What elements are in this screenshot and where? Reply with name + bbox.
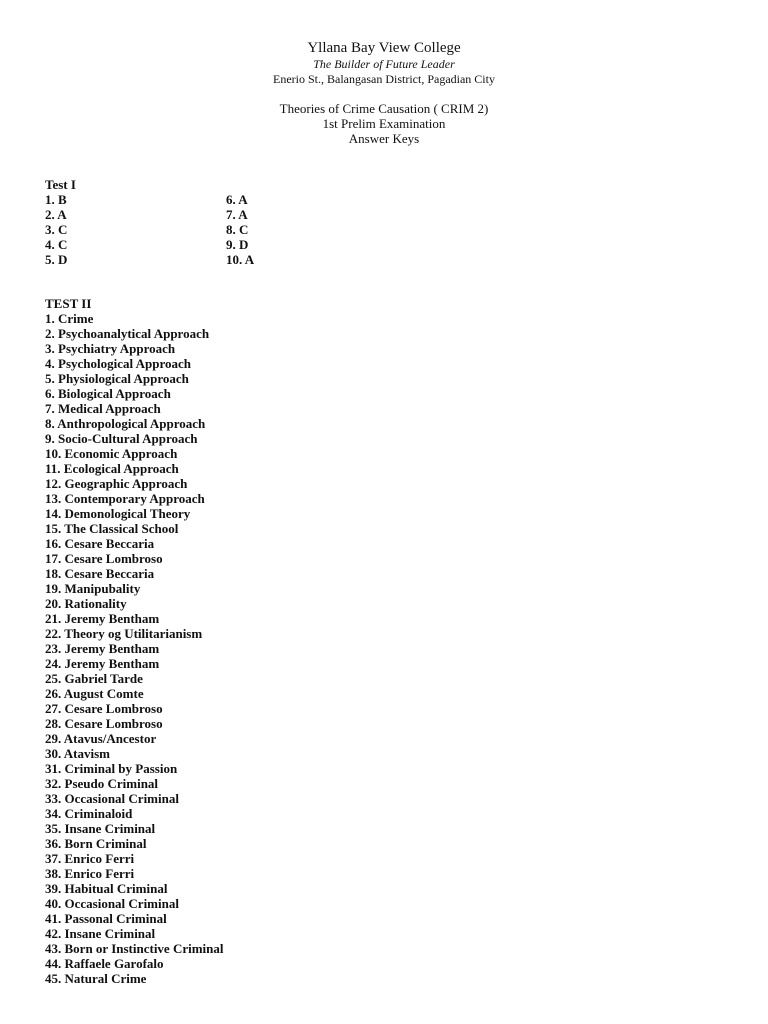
answer-item: 21. Jeremy Bentham xyxy=(45,611,160,626)
test-1-left-column xyxy=(45,192,67,267)
answer-item: 36. Born Criminal xyxy=(45,836,147,851)
answer-item: 6. Biological Approach xyxy=(45,386,171,401)
subject-title: Theories of Crime Causation ( CRIM 2) xyxy=(279,101,489,116)
answer-item: 9. Socio-Cultural Approach xyxy=(45,431,198,446)
answer-item: 8. C xyxy=(226,222,249,237)
answer-item: 29. Atavus/Ancestor xyxy=(45,731,157,746)
answer-item: 9. D xyxy=(226,237,249,252)
answer-item: 31. Criminal by Passion xyxy=(45,761,178,776)
answer-item: 6. A xyxy=(226,192,248,207)
answer-item: 37. Enrico Ferri xyxy=(45,851,135,866)
answer-item: 13. Contemporary Approach xyxy=(45,491,205,506)
answer-item: 28. Cesare Lombroso xyxy=(45,716,163,731)
answer-item: 42. Insane Criminal xyxy=(45,926,156,941)
test-2-section xyxy=(45,296,224,986)
answer-item: 45. Natural Crime xyxy=(45,971,147,986)
answer-item: 43. Born or Instinctive Criminal xyxy=(45,941,224,956)
answer-item: 7. Medical Approach xyxy=(45,401,161,416)
answer-item: 16. Cesare Beccaria xyxy=(45,536,155,551)
answer-item: 23. Jeremy Bentham xyxy=(45,641,160,656)
test-1-right-column xyxy=(226,192,254,267)
answer-item: 18. Cesare Beccaria xyxy=(45,566,155,581)
college-motto: The Builder of Future Leader xyxy=(313,57,455,71)
answer-item: 7. A xyxy=(226,207,248,222)
answer-item: 35. Insane Criminal xyxy=(45,821,156,836)
answer-item: 3. C xyxy=(45,222,68,237)
answer-item: 30. Atavism xyxy=(45,746,110,761)
answer-item: 5. Physiological Approach xyxy=(45,371,189,386)
answer-item: 19. Manipubality xyxy=(45,581,141,596)
answer-item: 17. Cesare Lombroso xyxy=(45,551,163,566)
answer-item: 8. Anthropological Approach xyxy=(45,416,206,431)
answer-item: 33. Occasional Criminal xyxy=(45,791,179,806)
test-2-title: TEST II xyxy=(45,296,92,311)
answer-item: 34. Criminaloid xyxy=(45,806,133,821)
answer-item: 15. The Classical School xyxy=(45,521,179,536)
answer-item: 27. Cesare Lombroso xyxy=(45,701,163,716)
answer-item: 1. Crime xyxy=(45,311,94,326)
college-name: Yllana Bay View College xyxy=(307,40,461,56)
answer-item: 4. Psychological Approach xyxy=(45,356,192,371)
document-header xyxy=(0,39,768,146)
exam-title: 1st Prelim Examination xyxy=(322,116,446,131)
answer-item: 11. Ecological Approach xyxy=(45,461,179,476)
answer-item: 39. Habitual Criminal xyxy=(45,881,168,896)
test-1-section xyxy=(45,177,255,267)
answer-item: 5. D xyxy=(45,252,68,267)
answer-item: 4. C xyxy=(45,237,68,252)
answer-item: 1. B xyxy=(45,192,67,207)
test-1-title: Test I xyxy=(45,177,76,192)
answer-item: 24. Jeremy Bentham xyxy=(45,656,160,671)
answer-item: 22. Theory og Utilitarianism xyxy=(45,626,203,641)
answer-item: 12. Geographic Approach xyxy=(45,476,188,491)
answer-item: 38. Enrico Ferri xyxy=(45,866,135,881)
college-address: Enerio St., Balangasan District, Pagadian City xyxy=(273,72,495,86)
answer-item: 44. Raffaele Garofalo xyxy=(45,956,164,971)
answer-item: 2. Psychoanalytical Approach xyxy=(45,326,210,341)
answer-item: 20. Rationality xyxy=(45,596,127,611)
answer-item: 32. Pseudo Criminal xyxy=(45,776,159,791)
document-type: Answer Keys xyxy=(348,131,420,146)
exam-info xyxy=(0,101,768,146)
answer-item: 10. A xyxy=(226,252,255,267)
answer-item: 10. Economic Approach xyxy=(45,446,178,461)
answer-item: 26. August Comte xyxy=(45,686,144,701)
answer-item: 41. Passonal Criminal xyxy=(45,911,167,926)
answer-item: 40. Occasional Criminal xyxy=(45,896,179,911)
answer-item: 2. A xyxy=(45,207,67,222)
answer-item: 25. Gabriel Tarde xyxy=(45,671,143,686)
answer-item: 14. Demonological Theory xyxy=(45,506,191,521)
answer-item: 3. Psychiatry Approach xyxy=(45,341,176,356)
